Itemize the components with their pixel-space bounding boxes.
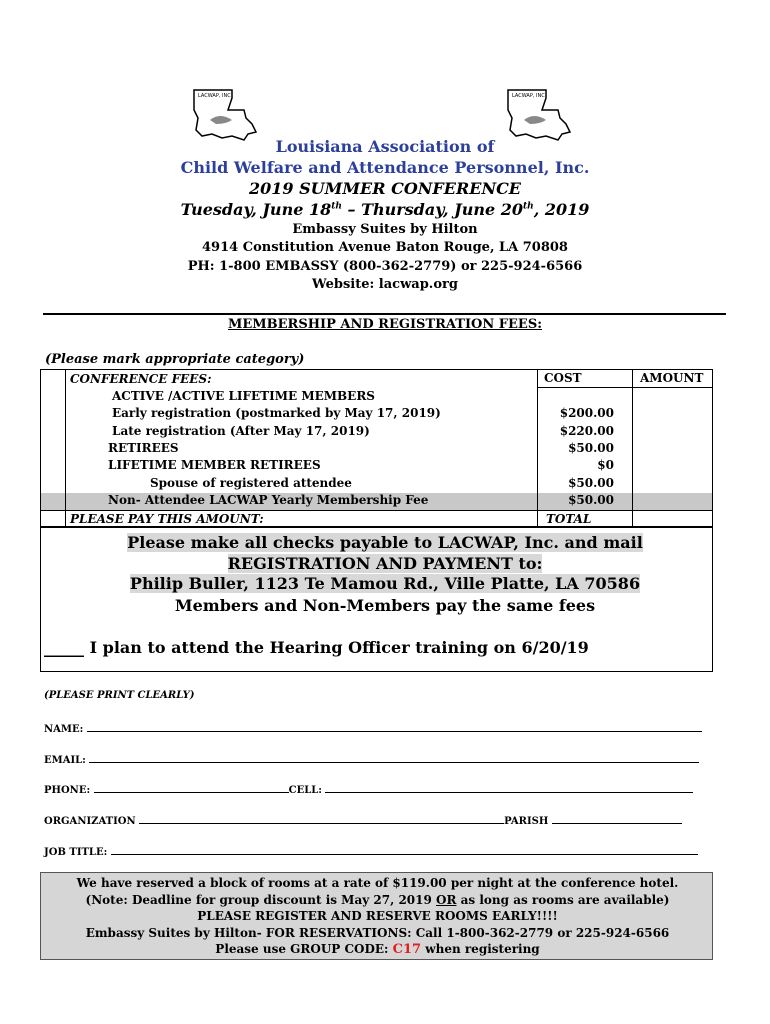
fees-amount-column [632, 369, 713, 527]
fee-cost-late-registration: $220.00 [559, 424, 614, 438]
phone-row [44, 782, 693, 796]
website: Website: lacwap.org [312, 277, 458, 292]
total-label: TOTAL [546, 512, 592, 526]
conference-title: 2019 SUMMER CONFERENCE [249, 179, 521, 198]
cell-label: CELL: [288, 785, 322, 796]
header-divider [43, 313, 726, 315]
venue-phone: PH: 1-800 EMBASSY (800-362-2779) or 225-924-6566 [187, 259, 583, 274]
hotel-reservations-line: Embassy Suites by Hilton- FOR RESERVATIONS: Call 1-800-362-2779 or 225-924-6566 [85, 926, 670, 940]
name-field[interactable] [87, 721, 702, 732]
fee-row-active-members: ACTIVE /ACTIVE LIFETIME MEMBERS [112, 389, 375, 403]
phone-label: PHONE: [44, 785, 91, 796]
hotel-reservation-box [40, 872, 713, 960]
group-code: C17 [392, 942, 422, 957]
payment-address: Philip Buller, 1123 Te Mamou Rd., Ville Platte, LA 70586 [129, 574, 641, 593]
venue-address: 4914 Constitution Avenue Baton Rouge, LA 70808 [202, 240, 568, 255]
logo-left-text: LACWAP, INC [198, 93, 231, 99]
fee-row-membership-fee: Non- Attendee LACWAP Yearly Membership Fee [108, 493, 429, 507]
email-row [44, 752, 699, 766]
payment-line2: REGISTRATION AND PAYMENT to: [227, 554, 543, 573]
fee-row-retirees: RETIREES [108, 441, 179, 455]
organization-field[interactable] [139, 813, 504, 824]
total-row-divider [40, 510, 713, 511]
name-row [44, 721, 702, 735]
header-row-divider [537, 387, 713, 388]
fees-section-title: MEMBERSHIP AND REGISTRATION FEES: [227, 317, 543, 332]
org-name-line2: Child Welfare and Attendance Personnel, Inc. [180, 158, 590, 177]
job-title-label: JOB TITLE: [44, 847, 108, 858]
cost-header: COST [544, 371, 582, 385]
hotel-rate-line: We have reserved a block of rooms at a rate of $119.00 per night at the conference hotel. [76, 876, 679, 890]
fee-cost-early-registration: $200.00 [559, 406, 614, 420]
pay-amount-label: PLEASE PAY THIS AMOUNT: [70, 512, 264, 526]
fee-row-late-registration: Late registration (After May 17, 2019) [112, 424, 370, 438]
venue-name: Embassy Suites by Hilton [292, 222, 478, 237]
fee-cost-spouse: $50.00 [568, 476, 614, 490]
cell-field[interactable] [325, 782, 693, 793]
fee-row-spouse: Spouse of registered attendee [150, 476, 352, 490]
name-label: NAME: [44, 724, 84, 735]
conference-fees-label: CONFERENCE FEES: [70, 372, 212, 386]
email-field[interactable] [89, 752, 699, 763]
org-name-line1: Louisiana Association of [275, 137, 495, 156]
fee-cost-lifetime-retirees: $0 [597, 458, 614, 472]
conference-dates: Tuesday, June 18th – Thursday, June 20th, 2019 [180, 200, 590, 219]
parish-field[interactable] [552, 813, 682, 824]
print-clearly-note: (PLEASE PRINT CLEARLY) [44, 690, 195, 701]
job-title-row [44, 844, 698, 858]
fees-instruction: (Please mark appropriate category) [45, 352, 305, 367]
same-fees-note: Members and Non-Members pay the same fees [174, 596, 596, 615]
lacwap-logo-left [192, 88, 258, 144]
amount-header: AMOUNT [640, 371, 704, 385]
lacwap-logo-right [506, 88, 572, 144]
hotel-deadline-line: (Note: Deadline for group discount is May 27, 2019 OR as long as rooms are available) [85, 893, 670, 907]
phone-field[interactable] [94, 782, 289, 793]
fee-cost-retirees: $50.00 [568, 441, 614, 455]
organization-row [44, 813, 682, 827]
parish-label: PARISH [504, 816, 549, 827]
training-checkbox-blank[interactable]: _____ [44, 638, 84, 657]
hearing-officer-training-option[interactable]: _____ I plan to attend the Hearing Officer training on 6/20/19 [44, 638, 589, 657]
logo-right-text: LACWAP, INC [512, 93, 545, 99]
hotel-group-code-line: Please use GROUP CODE: C17 when registering [215, 942, 540, 957]
job-title-field[interactable] [111, 844, 698, 855]
organization-label: ORGANIZATION [44, 816, 136, 827]
email-label: EMAIL: [44, 755, 86, 766]
fee-row-lifetime-retirees: LIFETIME MEMBER RETIREES [108, 458, 321, 472]
hotel-register-early-line: PLEASE REGISTER AND RESERVE ROOMS EARLY!!!! [197, 909, 558, 923]
payment-line1: Please make all checks payable to LACWAP, Inc. and mail [127, 533, 643, 552]
fee-row-early-registration: Early registration (postmarked by May 17, 2019) [112, 406, 441, 420]
fee-cost-membership-fee: $50.00 [568, 493, 614, 507]
